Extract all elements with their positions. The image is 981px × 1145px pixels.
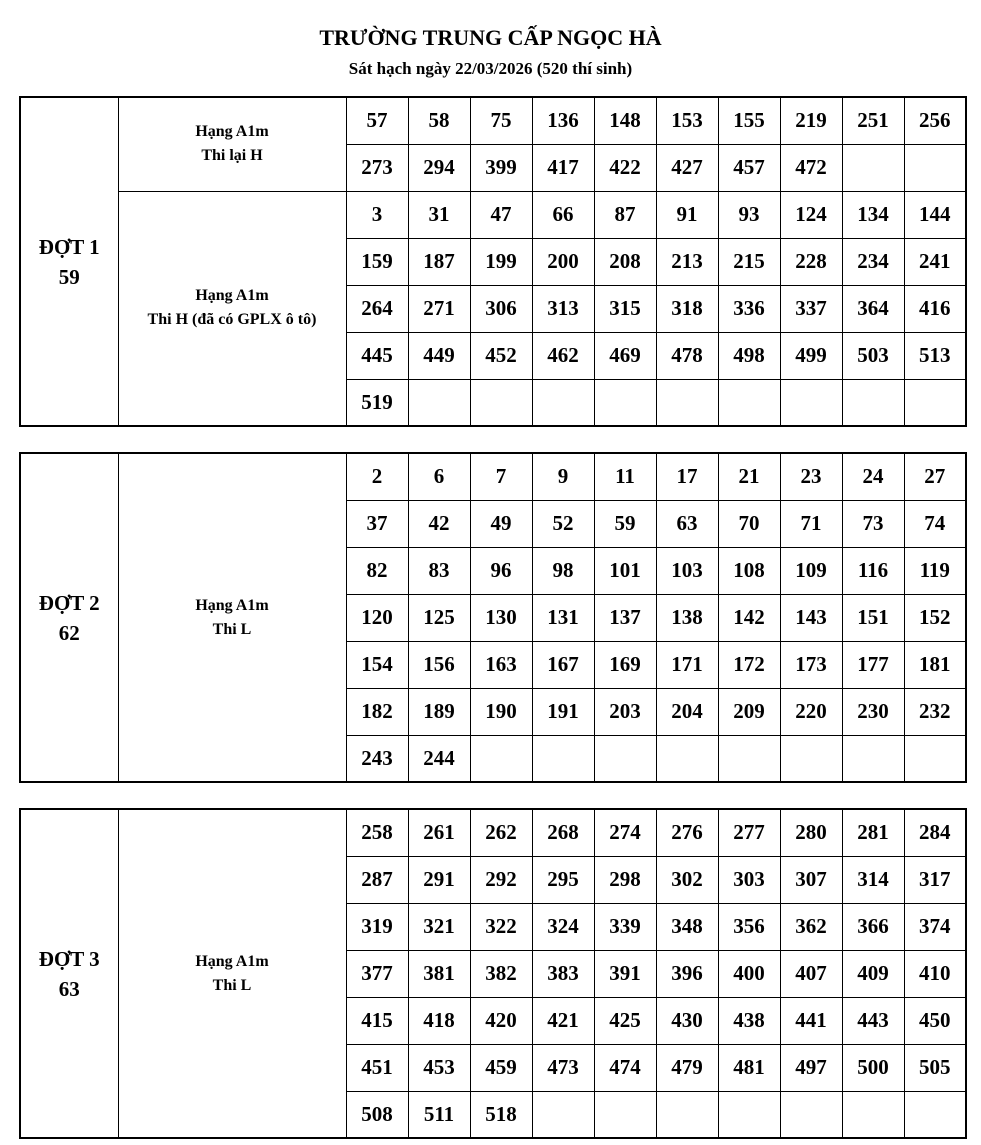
candidate-number: 422	[594, 144, 656, 191]
candidate-number: 400	[718, 950, 780, 997]
session-name: ĐỢT 2	[38, 590, 100, 615]
candidate-number: 284	[904, 809, 966, 856]
candidate-number: 181	[904, 641, 966, 688]
candidate-number	[594, 1091, 656, 1138]
session-name: ĐỢT 3	[38, 946, 100, 971]
candidate-number: 318	[656, 285, 718, 332]
candidate-number: 362	[780, 903, 842, 950]
candidate-number: 182	[346, 688, 408, 735]
candidate-number: 66	[532, 191, 594, 238]
candidate-number: 459	[470, 1044, 532, 1091]
candidate-number: 142	[718, 594, 780, 641]
candidate-number: 457	[718, 144, 780, 191]
candidate-number: 136	[532, 97, 594, 144]
candidate-number	[718, 1091, 780, 1138]
candidate-number: 130	[470, 594, 532, 641]
candidate-number: 469	[594, 332, 656, 379]
candidate-number: 421	[532, 997, 594, 1044]
candidate-number: 356	[718, 903, 780, 950]
candidate-number: 287	[346, 856, 408, 903]
candidate-number: 137	[594, 594, 656, 641]
candidate-number: 83	[408, 547, 470, 594]
candidate-number: 264	[346, 285, 408, 332]
exam-category	[118, 453, 346, 782]
candidate-number: 244	[408, 735, 470, 782]
candidate-number	[842, 1091, 904, 1138]
session-count: 63	[58, 976, 80, 1001]
candidate-number	[780, 1091, 842, 1138]
candidate-number: 73	[842, 500, 904, 547]
candidate-number: 518	[470, 1091, 532, 1138]
candidate-number: 191	[532, 688, 594, 735]
candidate-number: 452	[470, 332, 532, 379]
candidate-number: 497	[780, 1044, 842, 1091]
page-subtitle: Sát hạch ngày 22/03/2026 (520 thí sinh)	[348, 59, 633, 78]
candidate-number: 71	[780, 500, 842, 547]
candidate-number: 503	[842, 332, 904, 379]
candidate-number	[718, 735, 780, 782]
candidate-number: 321	[408, 903, 470, 950]
candidate-number: 153	[656, 97, 718, 144]
candidate-number: 163	[470, 641, 532, 688]
candidate-number: 57	[346, 97, 408, 144]
candidate-number: 513	[904, 332, 966, 379]
candidate-number: 420	[470, 997, 532, 1044]
candidate-number: 109	[780, 547, 842, 594]
candidate-number: 204	[656, 688, 718, 735]
candidate-number: 445	[346, 332, 408, 379]
candidate-number: 417	[532, 144, 594, 191]
candidate-number: 407	[780, 950, 842, 997]
candidate-number: 52	[532, 500, 594, 547]
candidate-number: 200	[532, 238, 594, 285]
session-count: 62	[58, 620, 80, 645]
candidate-number: 416	[904, 285, 966, 332]
candidate-number: 307	[780, 856, 842, 903]
candidate-number	[656, 379, 718, 426]
candidate-number: 473	[532, 1044, 594, 1091]
candidate-number: 215	[718, 238, 780, 285]
candidate-number	[656, 1091, 718, 1138]
session-label	[20, 453, 118, 782]
candidate-number: 315	[594, 285, 656, 332]
candidate-number: 366	[842, 903, 904, 950]
candidate-number: 241	[904, 238, 966, 285]
candidate-number: 418	[408, 997, 470, 1044]
candidate-number: 171	[656, 641, 718, 688]
candidate-number: 124	[780, 191, 842, 238]
license-class: Hạng A1m	[195, 287, 269, 305]
candidate-number: 17	[656, 453, 718, 500]
candidate-number	[532, 379, 594, 426]
license-class: Hạng A1m	[195, 952, 269, 970]
license-class: Hạng A1m	[195, 596, 269, 614]
candidate-number: 119	[904, 547, 966, 594]
candidate-number: 125	[408, 594, 470, 641]
candidate-number: 261	[408, 809, 470, 856]
candidate-number: 177	[842, 641, 904, 688]
exam-type: Thi L	[212, 976, 252, 994]
candidate-number: 276	[656, 809, 718, 856]
candidate-number: 399	[470, 144, 532, 191]
candidate-number: 87	[594, 191, 656, 238]
candidate-number: 479	[656, 1044, 718, 1091]
candidate-number: 63	[656, 500, 718, 547]
candidate-number: 430	[656, 997, 718, 1044]
candidate-number: 7	[470, 453, 532, 500]
candidate-number: 306	[470, 285, 532, 332]
candidate-number: 59	[594, 500, 656, 547]
candidate-number	[532, 735, 594, 782]
candidate-number	[904, 144, 966, 191]
candidate-number: 6	[408, 453, 470, 500]
candidate-number: 74	[904, 500, 966, 547]
candidate-number: 155	[718, 97, 780, 144]
candidate-number: 21	[718, 453, 780, 500]
candidate-number: 450	[904, 997, 966, 1044]
candidate-number: 98	[532, 547, 594, 594]
candidate-number: 314	[842, 856, 904, 903]
page-title: TRƯỜNG TRUNG CẤP NGỌC HÀ	[319, 25, 662, 50]
candidate-number: 91	[656, 191, 718, 238]
candidate-number: 322	[470, 903, 532, 950]
candidate-number: 453	[408, 1044, 470, 1091]
candidate-number: 481	[718, 1044, 780, 1091]
candidate-number: 294	[408, 144, 470, 191]
session-count: 59	[58, 264, 80, 289]
candidate-number: 462	[532, 332, 594, 379]
candidate-number: 273	[346, 144, 408, 191]
license-class: Hạng A1m	[195, 123, 269, 141]
candidate-number: 478	[656, 332, 718, 379]
candidate-number: 24	[842, 453, 904, 500]
candidate-number: 213	[656, 238, 718, 285]
candidate-number: 377	[346, 950, 408, 997]
candidate-number: 324	[532, 903, 594, 950]
candidate-number: 500	[842, 1044, 904, 1091]
candidate-number: 96	[470, 547, 532, 594]
candidate-number: 427	[656, 144, 718, 191]
candidate-number: 298	[594, 856, 656, 903]
candidate-number: 292	[470, 856, 532, 903]
candidate-number	[842, 379, 904, 426]
candidate-number: 70	[718, 500, 780, 547]
candidate-number: 154	[346, 641, 408, 688]
candidate-number: 274	[594, 809, 656, 856]
candidate-number: 302	[656, 856, 718, 903]
candidate-number: 364	[842, 285, 904, 332]
candidate-number: 156	[408, 641, 470, 688]
candidate-number: 9	[532, 453, 594, 500]
table-row	[20, 453, 966, 500]
candidate-number: 339	[594, 903, 656, 950]
candidate-number: 11	[594, 453, 656, 500]
candidate-number	[470, 379, 532, 426]
candidate-number: 505	[904, 1044, 966, 1091]
session-label	[20, 809, 118, 1138]
candidate-number: 374	[904, 903, 966, 950]
candidate-number: 220	[780, 688, 842, 735]
candidate-number	[904, 735, 966, 782]
candidate-number: 449	[408, 332, 470, 379]
candidate-number: 173	[780, 641, 842, 688]
candidate-number: 23	[780, 453, 842, 500]
candidate-number: 258	[346, 809, 408, 856]
candidate-number: 152	[904, 594, 966, 641]
candidate-number	[532, 1091, 594, 1138]
candidate-number: 291	[408, 856, 470, 903]
candidate-number: 187	[408, 238, 470, 285]
candidate-number: 319	[346, 903, 408, 950]
candidate-number: 228	[780, 238, 842, 285]
candidate-number	[842, 735, 904, 782]
candidate-number: 303	[718, 856, 780, 903]
candidate-number: 31	[408, 191, 470, 238]
candidate-number: 317	[904, 856, 966, 903]
candidate-number: 148	[594, 97, 656, 144]
candidate-number: 116	[842, 547, 904, 594]
candidate-number: 499	[780, 332, 842, 379]
candidate-number: 37	[346, 500, 408, 547]
candidate-number: 295	[532, 856, 594, 903]
candidate-number: 268	[532, 809, 594, 856]
candidate-number	[904, 1091, 966, 1138]
session-name: ĐỢT 1	[38, 234, 100, 259]
candidate-number: 232	[904, 688, 966, 735]
candidate-number: 203	[594, 688, 656, 735]
exam-category	[118, 809, 346, 1138]
candidate-number: 441	[780, 997, 842, 1044]
candidate-number	[904, 379, 966, 426]
candidate-number: 262	[470, 809, 532, 856]
candidate-number	[718, 379, 780, 426]
candidate-number: 281	[842, 809, 904, 856]
candidate-number: 313	[532, 285, 594, 332]
candidate-number: 209	[718, 688, 780, 735]
candidate-number	[470, 735, 532, 782]
candidate-number: 138	[656, 594, 718, 641]
exam-type: Thi H (đã có GPLX ô tô)	[147, 311, 317, 329]
candidate-number: 391	[594, 950, 656, 997]
candidate-number: 189	[408, 688, 470, 735]
candidate-number: 280	[780, 809, 842, 856]
candidate-number: 75	[470, 97, 532, 144]
candidate-number: 438	[718, 997, 780, 1044]
candidate-number: 219	[780, 97, 842, 144]
candidate-number: 472	[780, 144, 842, 191]
candidate-number: 409	[842, 950, 904, 997]
candidate-number: 120	[346, 594, 408, 641]
candidate-number: 337	[780, 285, 842, 332]
exam-category	[118, 97, 346, 191]
candidate-number: 474	[594, 1044, 656, 1091]
candidate-number: 134	[842, 191, 904, 238]
candidate-number	[780, 735, 842, 782]
candidate-number: 251	[842, 97, 904, 144]
candidate-number: 230	[842, 688, 904, 735]
candidate-number: 27	[904, 453, 966, 500]
candidate-number: 3	[346, 191, 408, 238]
candidate-number: 336	[718, 285, 780, 332]
candidate-number: 382	[470, 950, 532, 997]
candidate-number: 443	[842, 997, 904, 1044]
table-row	[20, 191, 966, 238]
candidate-number: 169	[594, 641, 656, 688]
candidate-number: 167	[532, 641, 594, 688]
candidate-number: 49	[470, 500, 532, 547]
candidate-number: 415	[346, 997, 408, 1044]
candidate-number: 208	[594, 238, 656, 285]
candidate-number: 425	[594, 997, 656, 1044]
candidate-number: 101	[594, 547, 656, 594]
candidate-number	[408, 379, 470, 426]
exam-type: Thi lại H	[201, 147, 263, 165]
candidate-number: 277	[718, 809, 780, 856]
candidate-number: 498	[718, 332, 780, 379]
candidate-number: 383	[532, 950, 594, 997]
candidate-number: 256	[904, 97, 966, 144]
candidate-number: 451	[346, 1044, 408, 1091]
candidate-number: 508	[346, 1091, 408, 1138]
candidate-number: 103	[656, 547, 718, 594]
exam-category	[118, 191, 346, 426]
table-row	[20, 809, 966, 856]
candidate-number: 82	[346, 547, 408, 594]
candidate-number: 190	[470, 688, 532, 735]
candidate-number: 151	[842, 594, 904, 641]
candidate-number: 93	[718, 191, 780, 238]
candidate-number	[594, 735, 656, 782]
candidate-number: 243	[346, 735, 408, 782]
candidate-number: 410	[904, 950, 966, 997]
session-table	[19, 808, 967, 1139]
candidate-number: 42	[408, 500, 470, 547]
candidate-number: 2	[346, 453, 408, 500]
session-table	[19, 96, 967, 427]
candidate-number	[656, 735, 718, 782]
session-table	[19, 452, 967, 783]
candidate-number: 159	[346, 238, 408, 285]
candidate-number: 519	[346, 379, 408, 426]
candidate-number: 172	[718, 641, 780, 688]
candidate-number: 511	[408, 1091, 470, 1138]
candidate-number: 199	[470, 238, 532, 285]
table-row	[20, 97, 966, 144]
candidate-number: 234	[842, 238, 904, 285]
candidate-number: 143	[780, 594, 842, 641]
candidate-number: 108	[718, 547, 780, 594]
candidate-number: 396	[656, 950, 718, 997]
candidate-number: 58	[408, 97, 470, 144]
candidate-number: 381	[408, 950, 470, 997]
exam-type: Thi L	[212, 620, 252, 638]
candidate-number: 348	[656, 903, 718, 950]
candidate-number	[842, 144, 904, 191]
candidate-number	[594, 379, 656, 426]
candidate-number: 271	[408, 285, 470, 332]
candidate-number: 47	[470, 191, 532, 238]
candidate-number: 131	[532, 594, 594, 641]
candidate-number: 144	[904, 191, 966, 238]
session-label	[20, 97, 118, 426]
candidate-number	[780, 379, 842, 426]
